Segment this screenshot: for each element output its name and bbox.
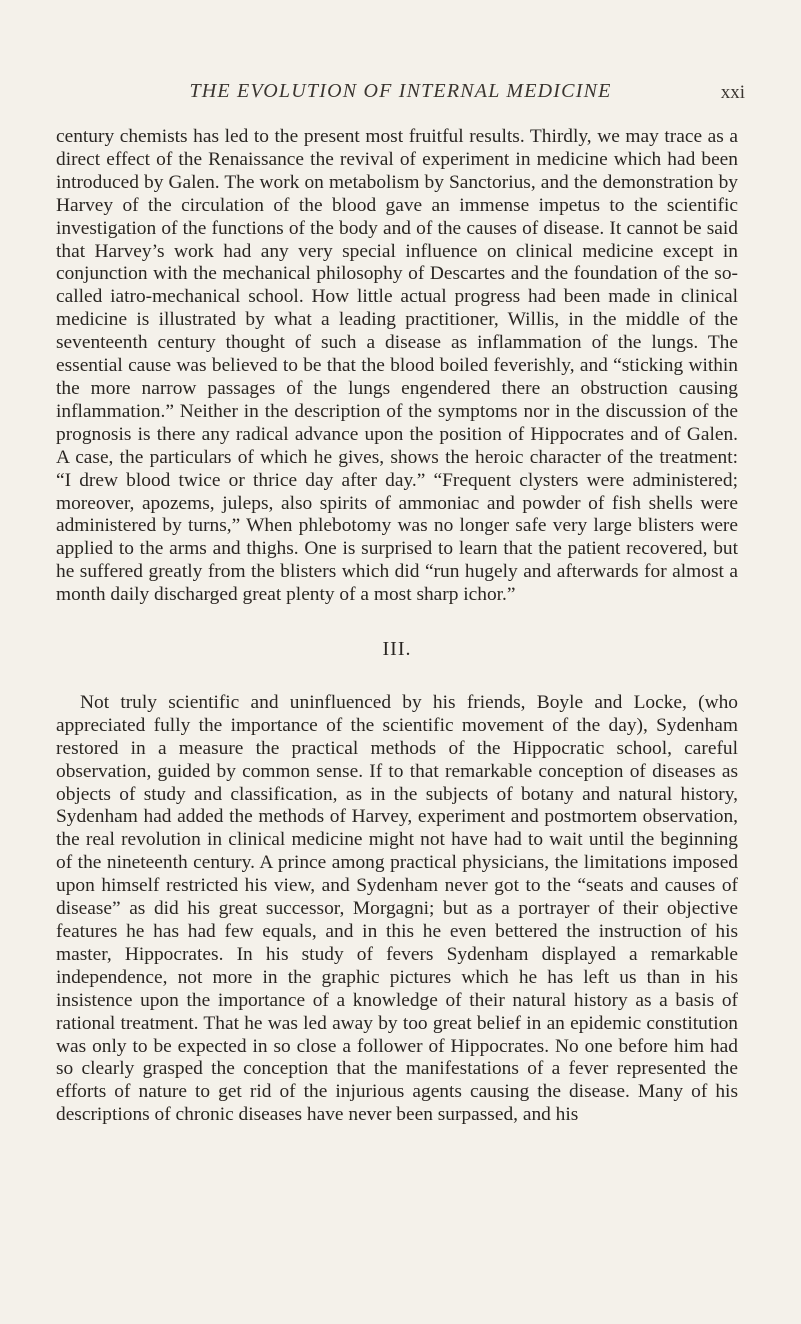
running-title: THE EVOLUTION OF INTERNAL MEDICINE [189,80,612,102]
paragraph: century chemists has led to the present most fruitful results. Thirdly, we may trace as a direct effect of the Renaissance the revival of experiment in medicine which had been introduced by Galen. The work on metabolism by Sanctorius, and the demonstration by Harvey of the circulation of the blood gave an immense impetus to the scientific investigation of the functions of the body and of the causes of disease. It cannot be said that Harvey’s work had any very special influence on clinical medicine except in conjunction with the mechanical philosophy of Descartes and the foundation of the so-called iatro-mechanical school. How little actual progress had been made in clinical medicine is illustrated by what a leading practitioner, Willis, in the middle of the seventeenth century thought of such a disease as inflammation of the lungs. The essential cause was believed to be that the blood boiled feverishly, and “sticking within the more narrow passages of the lungs engendered there an obstruction causing inflammation.” Neither in the description of the symptoms nor in the discussion of the prognosis is there any radical advance upon the position of Hippocrates and of Galen. A case, the particulars of which he gives, shows the heroic character of the treatment: “I drew blood twice or thrice day after day.” “Frequent clysters were administered; moreover, apozems, juleps, also spirits of ammoniac and powder of fish shells were administered by turns,” When phlebotomy was no longer safe very large blisters were applied to the arms and thighs. One is surprised to learn that the patient recovered, but he suffered greatly from the blisters which did “run hugely and afterwards for almost a month daily discharged great plenty of a most sharp ichor.” [56,126,738,606]
body-text [56,126,738,1127]
section-heading: III. [382,638,412,661]
page-header [0,74,801,114]
paragraph: Not truly scientific and uninfluenced by his friends, Boyle and Locke, (who appreciated fully the importance of the scientific movement of the day), Sydenham restored in a measure the practical methods of the Hippocratic school, careful observation, guided by common sense. If to that remarkable conception of diseases as objects of study and classification, as in the subjects of botany and natural history, Sydenham had added the methods of Harvey, experiment and postmortem observation, the real revolution in clinical medicine might not have had to wait until the beginning of the nineteenth century. A prince among practical physicians, the limitations imposed upon himself restricted his view, and Sydenham never got to the “seats and causes of disease” as did his great successor, Morgagni; but as a portrayer of their objective features he has had few equals, and in this he even bettered the instruction of his master, Hippocrates. In his study of fevers Sydenham displayed a remarkable independence, not more in the graphic pictures which he has left us than in his insistence upon the importance of a knowledge of their natural history as a basis of rational treatment. That he was led away by too great belief in an epidemic constitution was only to be expected in so close a follower of Hippocrates. No one before him had so clearly grasped the conception that the manifestations of a fever represented the efforts of nature to get rid of the injurious agents causing the disease. Many of his descriptions of chronic diseases have never been surpassed, and his [56,691,738,1126]
page-number: xxi [720,82,745,103]
